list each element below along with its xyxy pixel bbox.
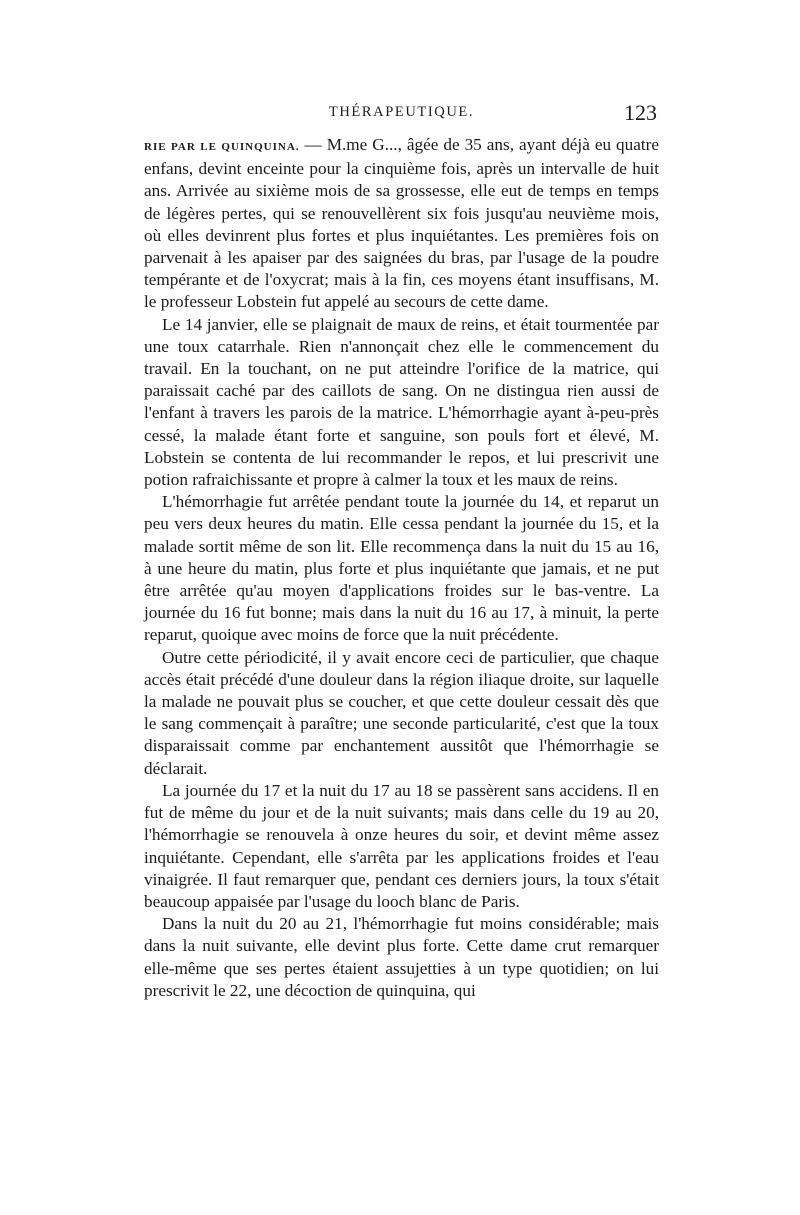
paragraph-1	[144, 134, 659, 314]
paragraph-5: La journée du 17 et la nuit du 17 au 18 se passèrent sans accidens. Il en fut de même du jour et de la nuit suivants; mais dans celle du 19 au 20, l'hémorrhagie se renouvela à onze heures du soir, et devint même assez inquiétante. Cependant, elle s'arrêta par les applications froides et l'eau vinaigrée. Il faut remarquer que, pendant ces derniers jours, la toux s'était beaucoup appaisée par l'usage du looch blanc de Paris.	[144, 780, 659, 911]
paragraph-1-text: — M.me G..., âgée de 35 ans, ayant déjà eu quatre enfans, devint enceinte pour la cinquième fois, après un intervalle de huit ans. Arrivée au sixième mois de sa grossesse, elle eut de temps en temps de légères pertes, qui se renouvellèrent six fois jusqu'au neuvième mois, où elles devinrent plus fortes et plus inquiétantes. Les premières fois on parvenait à les apaiser par des saignées du bras, par l'usage de la poudre tempérante et de l'oxycrat; mais à la fin, ces moyens étant insuffisans, M. le professeur Lobstein fut appelé au secours de cette dame.	[144, 135, 659, 312]
paragraph-6: Dans la nuit du 20 au 21, l'hémorrhagie fut moins considérable; mais dans la nuit suivante, elle devint plus forte. Cette dame crut remarquer elle-même que ses pertes étaient assujetties à un type quotidien; on lui prescrivit le 22, une décoction de quinquina, qui	[144, 914, 659, 1000]
book-page	[144, 100, 659, 1002]
running-head-title: THÉRAPEUTIQUE.	[328, 104, 475, 120]
article-body	[144, 134, 659, 1002]
running-head	[144, 100, 659, 126]
section-lead-smallcaps: RIE PAR LE QUINQUINA.	[144, 141, 300, 153]
paragraph-2: Le 14 janvier, elle se plaignait de maux de reins, et était tourmentée par une toux catarrhale. Rien n'annonçait chez elle le commencement du travail. En la touchant, on ne put atteindre l'orifice de la matrice, qui paraissait caché par des caillots de sang. On ne distingua rien aussi de l'enfant à travers les parois de la matrice. L'hémorrhagie ayant à-peu-près cessé, la malade étant forte et sanguine, son pouls fort et élevé, M. Lobstein se contenta de lui recommander le repos, et lui prescrivit une potion rafraichissante et propre à calmer la toux et les maux de reins.	[144, 314, 659, 490]
paragraph-4: Outre cette périodicité, il y avait encore ceci de particulier, que chaque accès était précédé d'une douleur dans la région iliaque droite, sur laquelle la malade ne pouvait plus se coucher, et que cette douleur cessait dès que le sang commençait à paraître; une seconde particularité, c'est que la toux disparaissait comme par enchantement aussitôt que l'hémorrhagie se déclarait.	[144, 647, 659, 778]
page-number: 123	[624, 100, 657, 125]
paragraph-3: L'hémorrhagie fut arrêtée pendant toute la journée du 14, et reparut un peu vers deux heures du matin. Elle cessa pendant la journée du 15, et la malade sortit même de son lit. Elle recommença dans la nuit du 15 au 16, à une heure du matin, plus forte et plus inquiétante que jamais, et ne put être arrêtée qu'au moyen d'applications froides sur le bas-ventre. La journée du 16 fut bonne; mais dans la nuit du 16 au 17, à minuit, la perte reparut, quoique avec moins de force que la nuit précédente.	[144, 492, 659, 645]
